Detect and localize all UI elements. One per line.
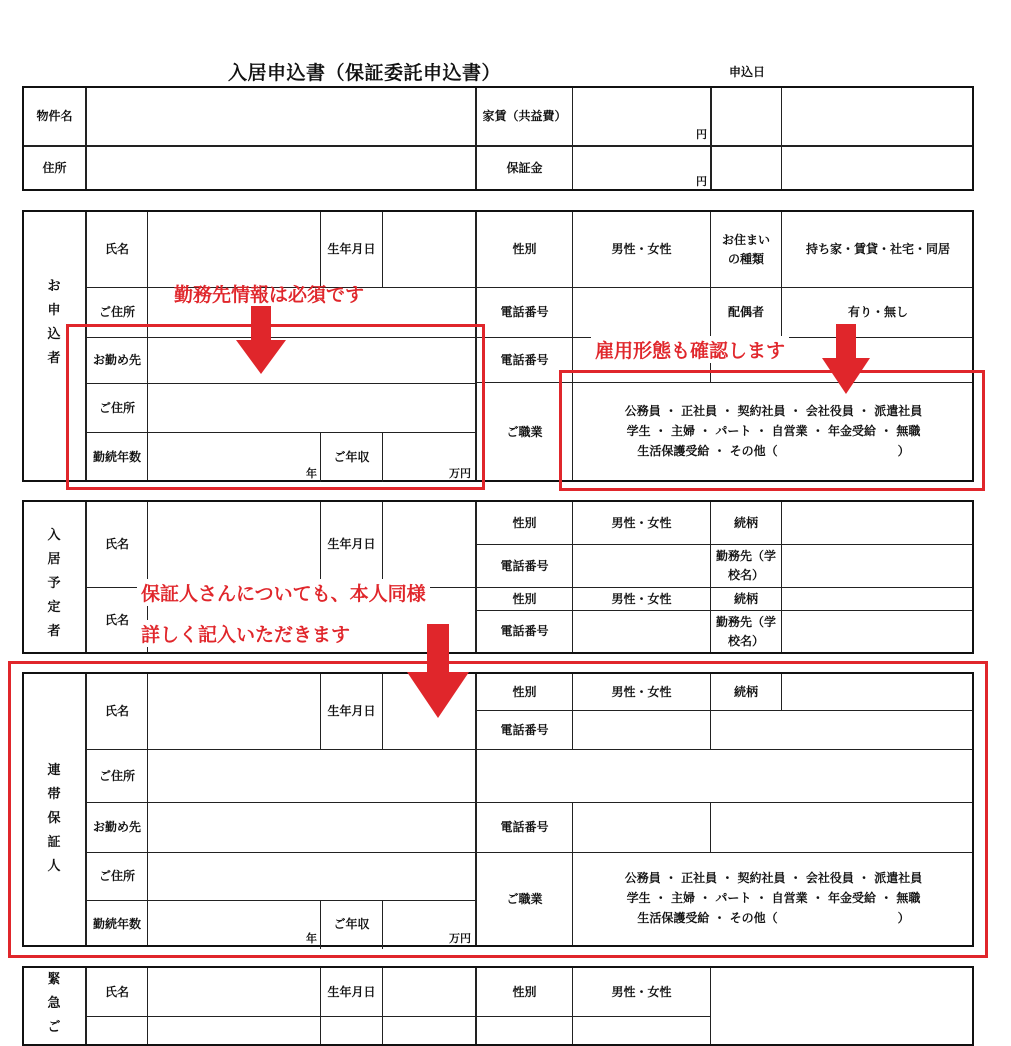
applicant-address-label: ご住所 xyxy=(98,305,135,320)
residence-type-label: お住まいの種類 xyxy=(721,232,770,266)
applicant-birth-label: 生年月日 xyxy=(327,242,376,257)
property-name-label: 物件名 xyxy=(36,109,73,124)
occupant-1-gender-label: 性別 xyxy=(512,515,537,530)
down-arrow-icon xyxy=(822,324,870,394)
residence-type-value[interactable]: 持ち家・賃貸・社宅・同居 xyxy=(805,242,950,257)
applicant-years-label: 勤続年数 xyxy=(92,450,141,465)
emergency-gender-value[interactable]: 男性・女性 xyxy=(611,984,672,999)
property-address-label: 住所 xyxy=(42,160,67,175)
property-name-field[interactable] xyxy=(87,88,475,145)
occupation-highlight-box xyxy=(559,370,985,491)
emergency-section-label: 緊急ご xyxy=(47,972,61,1035)
application-date-label: 申込日 xyxy=(729,65,766,79)
occupant-1-birth-label: 生年月日 xyxy=(327,537,376,552)
guarantor-note-line-2: 詳しく記入いただきます xyxy=(137,620,354,647)
guarantor-occupation-label: ご職業 xyxy=(506,891,543,906)
guarantor-work-address-label: ご住所 xyxy=(98,869,135,884)
applicant-name-field[interactable] xyxy=(148,212,320,287)
spouse-value[interactable]: 有り・無し xyxy=(847,305,908,320)
guarantor-section-label: 連帯保証人 xyxy=(47,763,61,874)
guarantor-occupation-line-2[interactable]: 学生 ・ 主婦 ・ パート ・ 自営業 ・ 年金受給 ・ 無職 xyxy=(626,891,921,905)
occupant-1-workplace-label: 勤務先（学校名） xyxy=(716,549,777,582)
guarantor-income-label: ご年収 xyxy=(333,916,370,931)
applicant-section-label: お申込者 xyxy=(47,279,61,366)
guarantor-note-line-1: 保証人さんについても、本人同様 xyxy=(137,579,430,606)
applicant-income-unit: 万円 xyxy=(449,467,471,480)
guarantor-year-unit: 年 xyxy=(306,932,317,945)
guarantor-gender-value[interactable]: 男性・女性 xyxy=(611,684,672,699)
applicant-occupation-label: ご職業 xyxy=(506,425,543,440)
occupant-2-relation-label: 続柄 xyxy=(733,591,758,606)
applicant-occupation-line-1[interactable]: 公務員 ・ 正社員 ・ 契約社員 ・ 会社役員 ・ 派遣社員 xyxy=(624,404,923,418)
down-arrow-icon xyxy=(407,624,469,718)
occupant-1-phone-label: 電話番号 xyxy=(500,558,549,573)
occupant-2-phone-label: 電話番号 xyxy=(500,624,549,639)
occupant-1-relation-label: 続柄 xyxy=(733,515,758,530)
employment-type-note: 雇用形態も確認します xyxy=(591,336,789,363)
guarantor-phone2-label: 電話番号 xyxy=(500,820,549,835)
emergency-gender-label: 性別 xyxy=(512,984,537,999)
applicant-phone-label: 電話番号 xyxy=(500,305,549,320)
applicant-gender-label: 性別 xyxy=(512,242,537,257)
guarantor-gender-label: 性別 xyxy=(512,684,537,699)
workplace-required-note: 勤務先情報は必須です xyxy=(174,284,365,306)
guarantor-relation-label: 続柄 xyxy=(733,684,758,699)
applicant-name-label: 氏名 xyxy=(104,242,129,257)
guarantor-address-label: ご住所 xyxy=(98,768,135,783)
guarantor-birth-label: 生年月日 xyxy=(327,704,376,719)
occupant-2-gender-label: 性別 xyxy=(512,591,537,606)
guarantor-phone-label: 電話番号 xyxy=(500,722,549,737)
property-address-field[interactable] xyxy=(87,147,475,189)
emergency-birth-label: 生年月日 xyxy=(327,984,376,999)
occupants-section-label: 入居予定者 xyxy=(47,528,61,639)
rent-yen-unit: 円 xyxy=(696,128,707,141)
guarantor-years-label: 勤続年数 xyxy=(92,916,141,931)
rent-label: 家賃（共益費） xyxy=(482,109,567,124)
occupant-1-gender-value[interactable]: 男性・女性 xyxy=(611,515,672,530)
guarantor-income-unit: 万円 xyxy=(449,932,471,945)
emergency-name-label: 氏名 xyxy=(104,984,129,999)
deposit-label: 保証金 xyxy=(506,160,543,175)
emergency-section xyxy=(22,966,974,1046)
property-section xyxy=(22,86,974,191)
applicant-occupation-line-3[interactable]: 生活保護受給 ・ その他（ ） xyxy=(637,444,910,458)
applicant-phone2-label: 電話番号 xyxy=(500,352,549,367)
guarantor-name-label: 氏名 xyxy=(104,704,129,719)
applicant-workplace-label: お勤め先 xyxy=(92,353,141,368)
guarantor-highlight-box xyxy=(8,661,988,958)
applicant-income-label: ご年収 xyxy=(333,450,370,465)
occupant-1-name-label: 氏名 xyxy=(104,537,129,552)
applicant-gender-value[interactable]: 男性・女性 xyxy=(611,242,672,257)
guarantor-workplace-label: お勤め先 xyxy=(92,820,141,835)
occupant-2-workplace-label: 勤務先（学校名） xyxy=(716,614,777,648)
applicant-year-unit: 年 xyxy=(306,467,317,480)
guarantor-occupation-line-3[interactable]: 生活保護受給 ・ その他（ ） xyxy=(637,911,910,925)
applicant-occupation-line-2[interactable]: 学生 ・ 主婦 ・ パート ・ 自営業 ・ 年金受給 ・ 無職 xyxy=(626,424,921,438)
spouse-label: 配偶者 xyxy=(727,305,764,320)
occupant-2-gender-value[interactable]: 男性・女性 xyxy=(611,591,672,606)
deposit-yen-unit: 円 xyxy=(696,175,707,188)
form-title: 入居申込書（保証委託申込書） xyxy=(228,62,502,84)
applicant-work-address-label: ご住所 xyxy=(98,400,135,415)
guarantor-occupation-line-1[interactable]: 公務員 ・ 正社員 ・ 契約社員 ・ 会社役員 ・ 派遣社員 xyxy=(624,871,923,885)
down-arrow-icon xyxy=(236,306,286,374)
occupant-2-name-label: 氏名 xyxy=(104,612,129,627)
